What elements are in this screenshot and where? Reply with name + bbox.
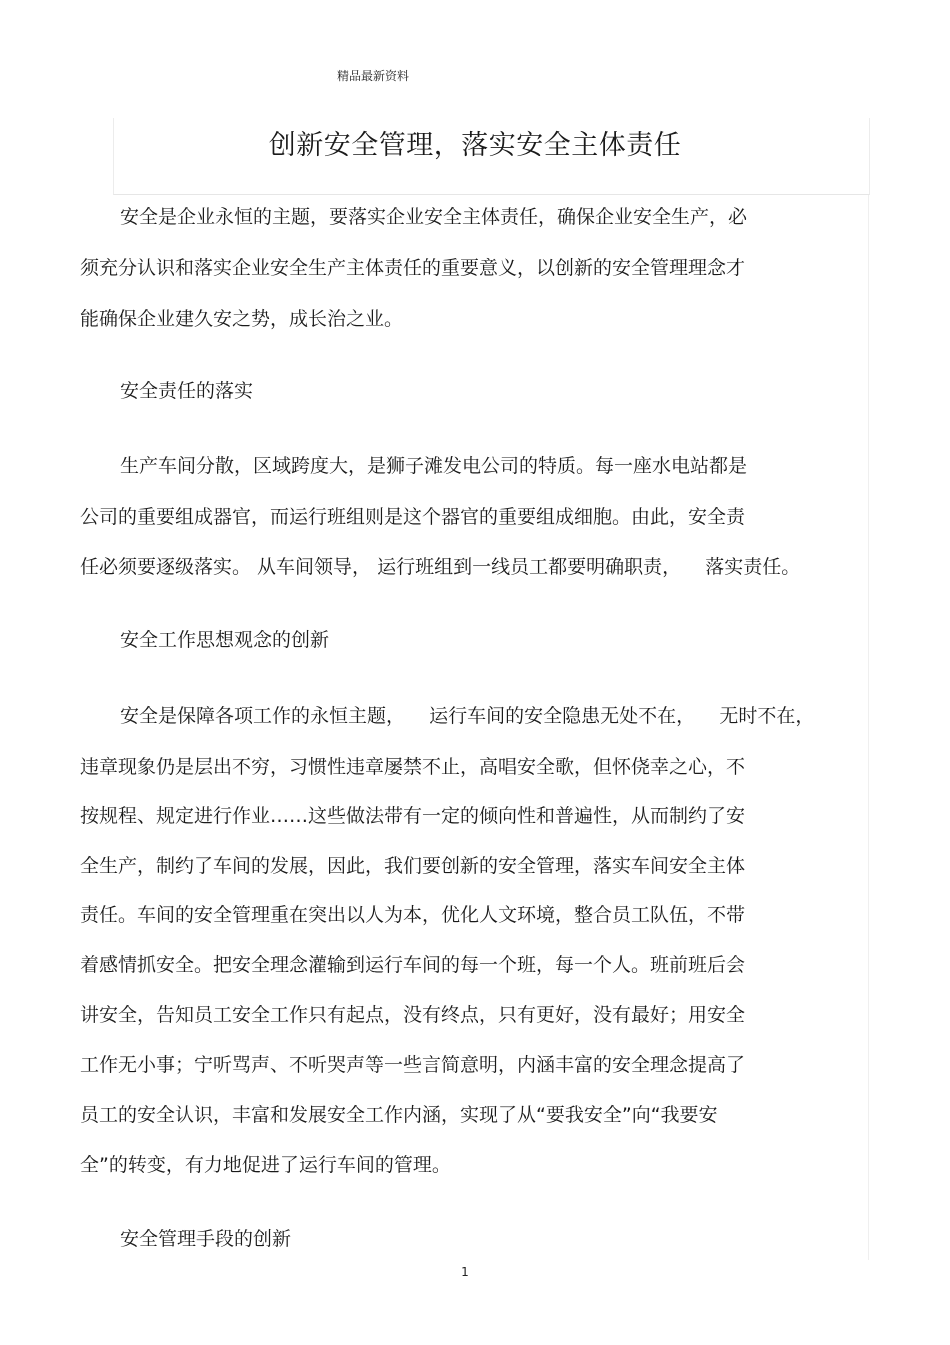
page-number: 1 xyxy=(461,1265,469,1279)
paragraph-line: 公司的重要组成器官，而运行班组则是这个器官的重要组成细胞。由此，安全责 xyxy=(80,506,746,528)
paragraph-line: 违章现象仍是层出不穷，习惯性违章屡禁不止，高唱安全歌，但怀侥幸之心，不 xyxy=(80,756,746,778)
paragraph-line: 全生产，制约了车间的发展，因此，我们要创新的安全管理，落实车间安全主体 xyxy=(80,855,746,877)
paragraph-line: 全”的转变，有力地促进了运行车间的管理。 xyxy=(80,1154,451,1176)
right-margin-rule xyxy=(868,195,869,1260)
section-heading: 安全工作思想观念的创新 xyxy=(120,629,330,651)
paragraph-line: 任必须要逐级落实。 从车间领导， 运行班组到一线员工都要明确职责， 落实责任。 xyxy=(80,556,801,578)
paragraph-line: 须充分认识和落实企业安全生产主体责任的重要意义，以创新的安全管理理念才 xyxy=(80,257,746,279)
paragraph-line: 生产车间分散，区域跨度大，是狮子滩发电公司的特质。每一座水电站都是 xyxy=(120,455,748,477)
paragraph-line: 责任。车间的安全管理重在突出以人为本，优化人文环境，整合员工队伍，不带 xyxy=(80,904,746,926)
document-title: 创新安全管理，落实安全主体责任 xyxy=(268,130,682,161)
paragraph-line: 工作无小事；宁听骂声、不听哭声等一些言简意明，内涵丰富的安全理念提高了 xyxy=(80,1054,746,1076)
paragraph-line: 按规程、规定进行作业……这些做法带有一定的倾向性和普遍性，从而制约了安 xyxy=(80,805,746,827)
paragraph-line: 安全是保障各项工作的永恒主题， 运行车间的安全隐患无处不在， 无时不在， xyxy=(120,705,815,727)
paragraph-line: 能确保企业建久安之势，成长治之业。 xyxy=(80,308,404,330)
paragraph-line: 着感情抓安全。把安全理念灌输到运行车间的每一个班，每一个人。班前班后会 xyxy=(80,954,746,976)
header-label: 精品最新资料 xyxy=(337,69,410,83)
paragraph-line: 安全是企业永恒的主题，要落实企业安全主体责任，确保企业安全生产，必 xyxy=(120,206,748,228)
section-heading: 安全管理手段的创新 xyxy=(120,1228,292,1250)
paragraph-line: 员工的安全认识，丰富和发展安全工作内涵，实现了从“要我安全”向“我要安 xyxy=(80,1104,718,1126)
paragraph-line: 讲安全，告知员工安全工作只有起点，没有终点，只有更好，没有最好；用安全 xyxy=(80,1004,746,1026)
section-heading: 安全责任的落实 xyxy=(120,380,254,402)
